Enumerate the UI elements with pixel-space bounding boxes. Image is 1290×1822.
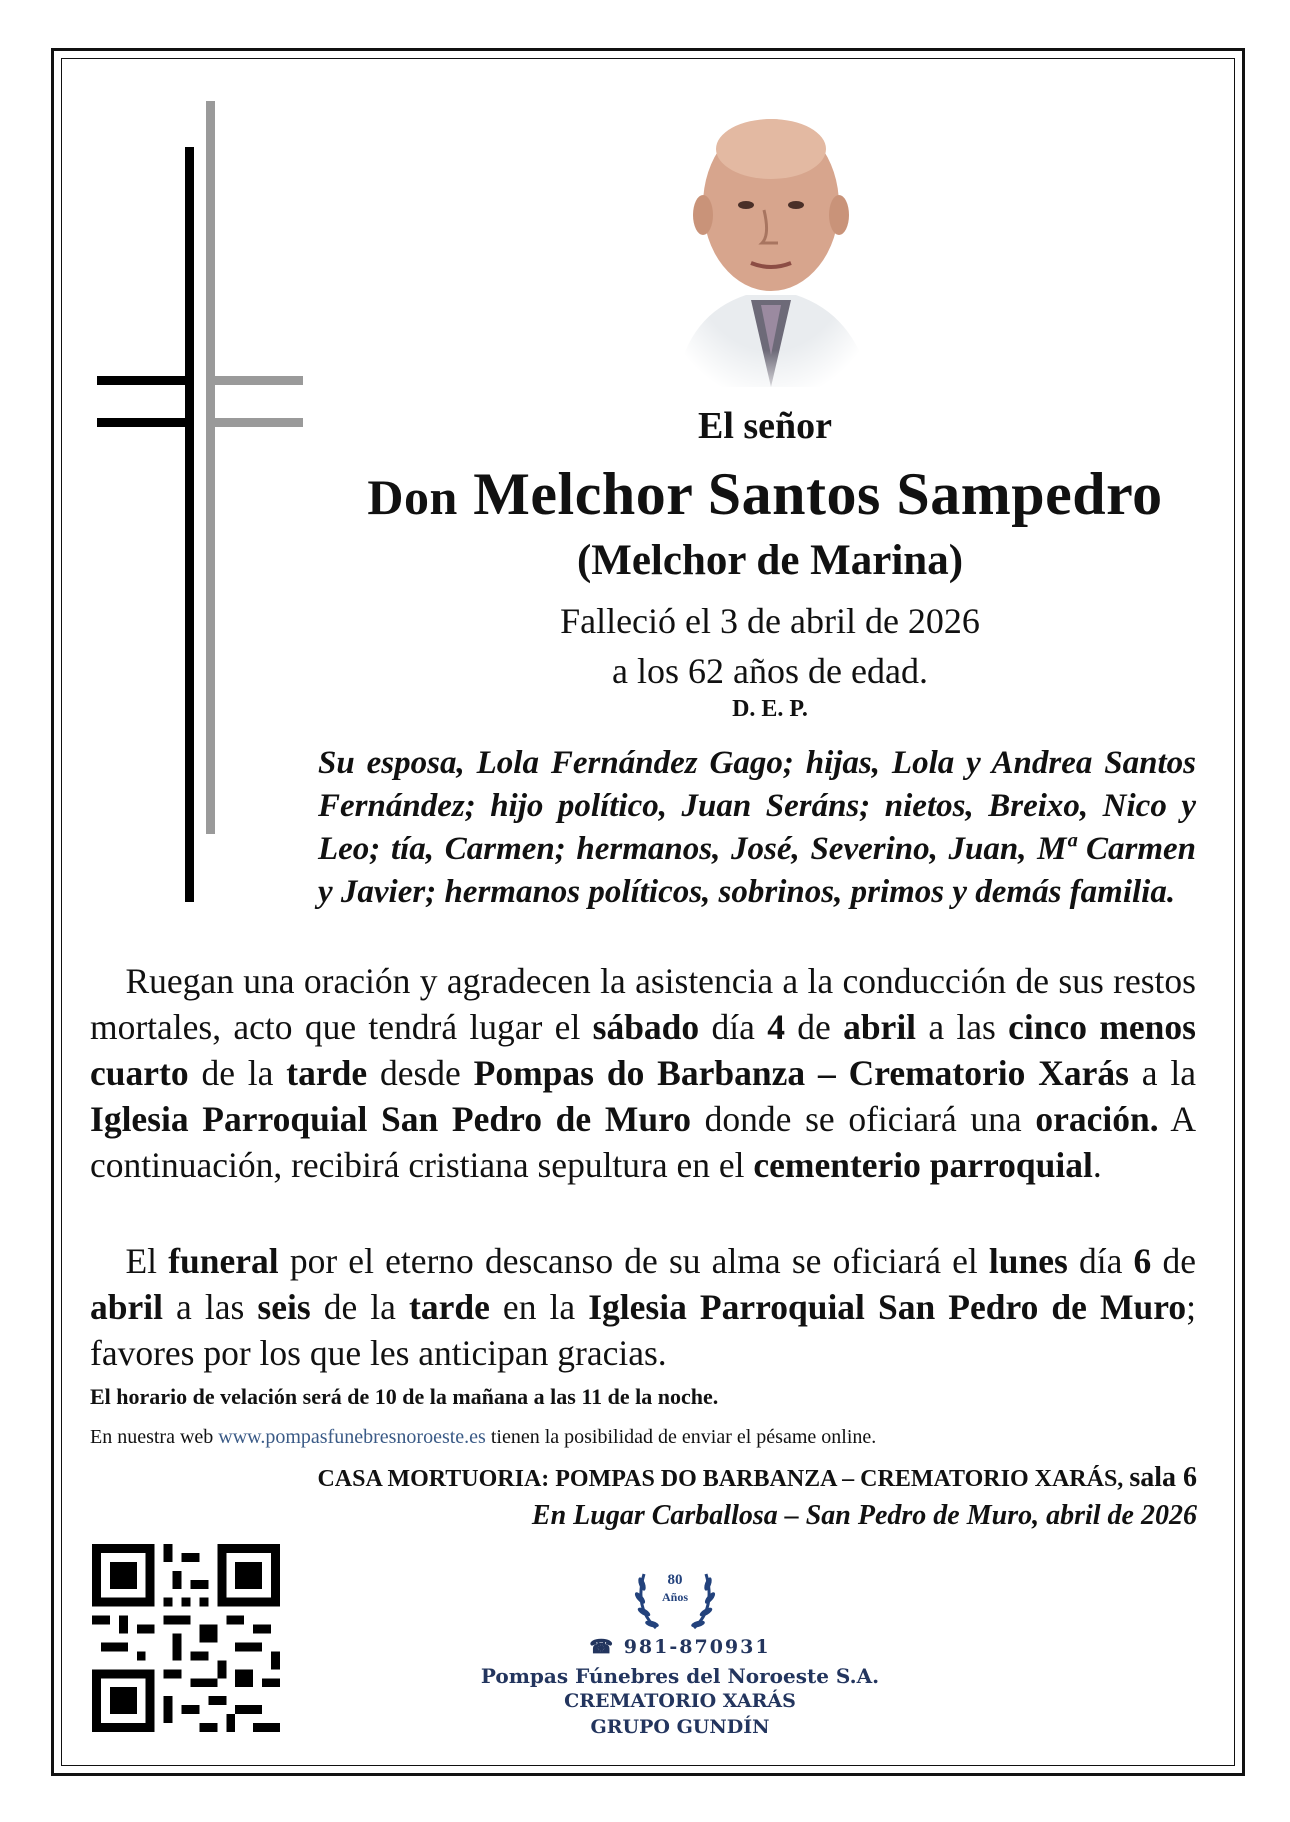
name-text: Melchor Santos Sampedro: [473, 461, 1163, 527]
place-date: En Lugar Carballosa – San Pedro de Muro, abril de 2026: [531, 1500, 1197, 1531]
phone-icon: ☎: [589, 1636, 616, 1658]
family-list: Su esposa, Lola Fernández Gago; hijas, Lola y Andrea Santos Fernández; hijo político, Juan Seráns; nietos, Breixo, Nico y Leo; tía, Carmen; hermanos, José, Severino, Juan, Mª Carmen y Javier; hermanos políticos, sobrinos, primos y demás familia.: [318, 745, 1196, 910]
death-date: Falleció el 3 de abril de 2026: [560, 601, 980, 641]
phone-line: [400, 1636, 960, 1658]
title-prefix: El señor: [697, 405, 833, 447]
phone-number[interactable]: 981-870931: [623, 1636, 771, 1658]
group-name: GRUPO GUNDÍN: [590, 1716, 770, 1738]
deceased-name: [300, 460, 1230, 529]
qr-code[interactable]: [92, 1544, 280, 1732]
vigil-hours: El horario de velación será de 10 de la mañana a las 11 de la noche.: [90, 1384, 719, 1409]
rip-text: D. E. P.: [732, 696, 808, 722]
age-text: a los 62 años de edad.: [612, 651, 928, 691]
company-name: Pompas Fúnebres del Noroeste S.A.: [480, 1664, 880, 1688]
portrait-photo: [666, 105, 876, 387]
logo-number: 80: [667, 1572, 683, 1588]
funeral-home: CASA MORTUORIA: POMPAS DO BARBANZA – CREMATORIO XARÁS, sala 6: [317, 1462, 1197, 1493]
logo-word: Años: [661, 1590, 688, 1604]
funeral-paragraph: El funeral por el eterno descanso de su alma se oficiará el lunes día 6 de abril a las seis de la tarde en la Iglesia Parroquial San Pedro de Muro; favores por los que les anticipan gracias.: [90, 1241, 1196, 1373]
website-link[interactable]: www.pompasfunebresnoroeste.es: [218, 1426, 486, 1448]
ceremony-paragraph: Ruegan una oración y agradecen la asistencia a la conducción de sus restos mortales, acto que tendrá lugar el sábado día 4 de abril a las cinco menos cuarto de la tarde desde Pompas do Barbanza – Crematorio Xarás a la Iglesia Parroquial San Pedro de Muro donde se oficiará una oración. A continuación, recibirá cristiana sepultura en el cementerio parroquial.: [90, 961, 1196, 1185]
nickname: (Melchor de Marina): [576, 537, 964, 584]
crematorium-name: CREMATORIO XARÁS: [564, 1690, 796, 1712]
name-title: Don: [367, 469, 458, 525]
web-note: En nuestra web www.pompasfunebresnoroeste.es tienen la posibilidad de enviar el pésame online.: [90, 1426, 877, 1448]
